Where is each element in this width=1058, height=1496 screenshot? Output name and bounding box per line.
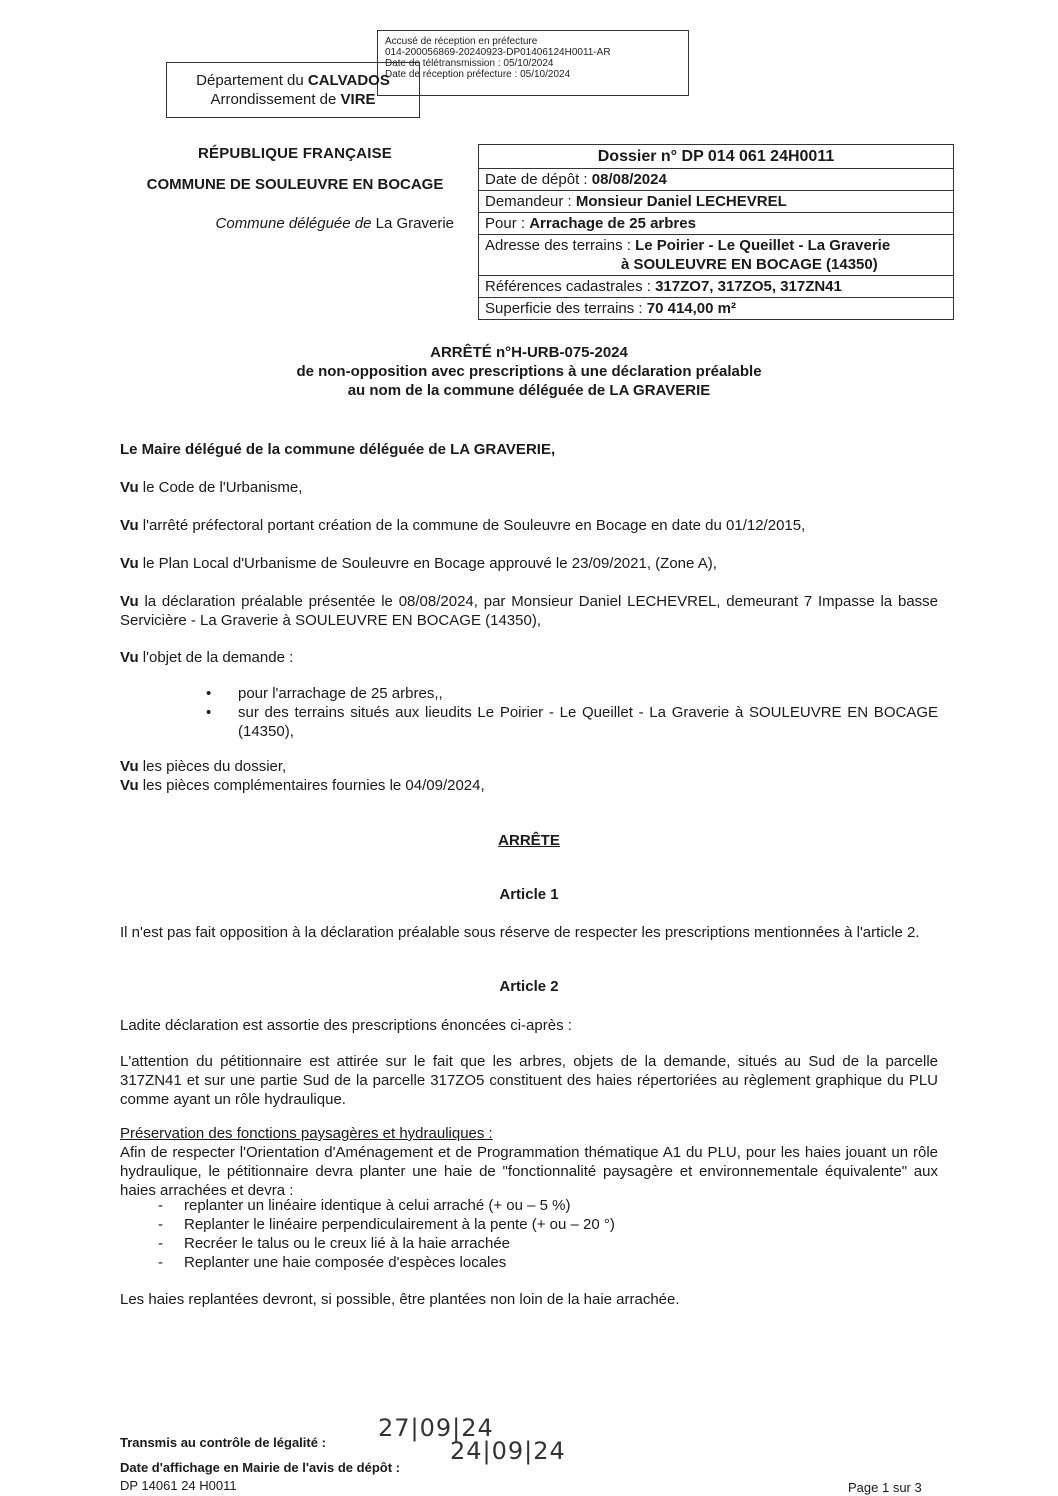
prescription-item — [120, 1196, 938, 1215]
vu-text: l'arrêté préfectoral portant création de la commune de Souleuvre en Bocage en date du 01/12/2015, — [138, 517, 806, 534]
dossier-pour — [479, 213, 953, 235]
preservation-text: Afin de respecter l'Orientation d'Aménagement et de Programmation thématique A1 du PLU, pour les haies jouant un rôle hydraulique, le pétitionnaire devra planter une haie de "fonctionnalité paysagère et environnementale équivalente" aux haies arrachées et devra : — [120, 1144, 938, 1199]
stamp-line: Date de réception préfecture : 05/10/2024 — [385, 69, 571, 80]
prescription-text: Replanter une haie composée d'espèces locales — [184, 1254, 507, 1271]
field-label: Date de dépôt : — [485, 171, 592, 188]
vu-objet — [120, 648, 938, 667]
vu-text: les pièces du dossier, — [138, 758, 287, 775]
article2-text: L'attention du pétitionnaire est attirée sur le fait que les arbres, objets de la demande, situés au Sud de la parcelle 317ZN41 et sur une partie Sud de la parcelle 317ZO5 constituent des haies répertoriées au règlement graphique du PLU comme ayant un rôle hydraulique. — [120, 1053, 938, 1108]
article2-heading: Article 2 — [499, 978, 559, 995]
department-box — [166, 62, 420, 118]
handwritten-affichage-date: 24|09|24 — [450, 1437, 566, 1465]
dossier-adresse — [479, 235, 953, 276]
field-value: Arrachage de 25 arbres — [529, 215, 696, 232]
vu-pieces — [120, 757, 938, 776]
vu-label: Vu — [120, 777, 139, 794]
article2-intro: Ladite déclaration est assortie des prescriptions énoncées ci-après : — [120, 1017, 572, 1034]
footer-reference: DP 14061 24 H0011 — [120, 1478, 237, 1493]
field-label: Références cadastrales : — [485, 278, 656, 295]
field-label: Pour : — [485, 215, 530, 232]
arrete-subtitle: de non-opposition avec prescriptions à une déclaration préalable — [296, 363, 762, 380]
vu-label: Vu — [120, 555, 139, 572]
vu-text: le Plan Local d'Urbanisme de Souleuvre en Bocage approuvé le 23/09/2021, (Zone A), — [138, 555, 717, 572]
stamp-line: Accusé de réception en préfecture — [385, 36, 538, 47]
bullet-item — [120, 703, 938, 741]
field-label: Demandeur : — [485, 193, 576, 210]
department-prefix: Département du — [196, 72, 308, 89]
vu-label: Vu — [120, 517, 139, 534]
dossier-depot-date — [479, 169, 953, 191]
arrondissement-line — [167, 90, 419, 109]
dash-icon: - — [158, 1197, 163, 1214]
transmis-line — [120, 1414, 494, 1451]
affichage-label: Date d'affichage en Mairie de l'avis de dépôt : — [120, 1460, 400, 1475]
republique-heading: RÉPUBLIQUE FRANÇAISE — [197, 145, 392, 162]
prefecture-receipt-stamp — [377, 30, 689, 96]
bullet-icon: • — [206, 704, 212, 721]
objet-bullets — [120, 684, 938, 741]
field-value: Le Poirier - Le Queillet - La Graverie — [635, 237, 891, 254]
department-line — [167, 71, 419, 90]
vu-text: l'objet de la demande : — [138, 649, 294, 666]
field-value: Monsieur Daniel LECHEVREL — [575, 193, 787, 210]
field-value: 317ZO7, 317ZO5, 317ZN41 — [655, 278, 842, 295]
closing-text: Les haies replantées devront, si possible, être plantées non loin de la haie arrachée. — [120, 1291, 680, 1308]
vu-label: Vu — [120, 593, 139, 610]
prescription-item — [120, 1215, 938, 1234]
stamp-line: 014-200056869-20240923-DP01406124H0011-AR — [385, 47, 611, 58]
maire-line: Le Maire délégué de la commune déléguée de LA GRAVERIE, — [120, 441, 556, 458]
department-name: CALVADOS — [307, 72, 390, 89]
prescription-text: replanter un linéaire identique à celui arraché (+ ou – 5 %) — [184, 1197, 571, 1214]
vu-pieces-complementaires — [120, 776, 938, 795]
vu-arrete-prefectoral — [120, 516, 938, 535]
dash-icon: - — [158, 1254, 163, 1271]
vu-declaration — [120, 592, 938, 630]
field-label: Superficie des terrains : — [485, 300, 647, 317]
bullet-text: pour l'arrachage de 25 arbres,, — [238, 685, 443, 702]
preservation-heading: Préservation des fonctions paysagères et hydrauliques : — [120, 1125, 493, 1142]
bullet-icon: • — [206, 685, 212, 702]
vu-plu — [120, 554, 938, 573]
arrete-number: ARRÊTÉ n°H-URB-075-2024 — [430, 344, 628, 361]
arrete-heading: ARRÊTE — [498, 832, 560, 849]
dash-icon: - — [158, 1216, 163, 1233]
dossier-number: Dossier n° DP 014 061 24H0011 — [479, 145, 953, 169]
vu-label: Vu — [120, 758, 139, 775]
arrete-title — [120, 343, 938, 400]
dash-icon: - — [158, 1235, 163, 1252]
stamp-line: Date de télétransmission : 05/10/2024 — [385, 58, 554, 69]
vu-label: Vu — [120, 479, 139, 496]
prescription-item — [120, 1253, 938, 1272]
deleguee-prefix: Commune déléguée de — [215, 215, 376, 232]
vu-text: les pièces complémentaires fournies le 04/09/2024, — [138, 777, 485, 794]
prescription-item — [120, 1234, 938, 1253]
article1-text: Il n'est pas fait opposition à la déclaration préalable sous réserve de respecter les prescriptions mentionnées à l'article 2. — [120, 924, 920, 941]
commune-heading: COMMUNE DE SOULEUVRE EN BOCAGE — [146, 176, 444, 193]
bullet-item — [120, 684, 938, 703]
vu-text: la déclaration préalable présentée le 08/08/2024, par Monsieur Daniel LECHEVREL, demeurant 7 Impasse la basse Servicière - La Graverie à SOULEUVRE EN BOCAGE (14350), — [120, 593, 938, 629]
arrondissement-name: VIRE — [340, 91, 376, 108]
dossier-superficie — [479, 298, 953, 319]
handwritten-transmis-date: 27|09|24 — [378, 1414, 494, 1442]
dossier-info-box — [478, 144, 954, 320]
vu-text: le Code de l'Urbanisme, — [138, 479, 303, 496]
field-value: 08/08/2024 — [591, 171, 667, 188]
arrete-subtitle: au nom de la commune déléguée de LA GRAVERIE — [347, 382, 711, 399]
page-number: Page 1 sur 3 — [848, 1480, 922, 1495]
prescription-text: Replanter le linéaire perpendiculairement à la pente (+ ou – 20 °) — [184, 1216, 615, 1233]
arrondissement-prefix: Arrondissement de — [210, 91, 341, 108]
field-value: à SOULEUVRE EN BOCAGE (14350) — [621, 256, 878, 273]
field-label: Adresse des terrains : — [485, 237, 636, 254]
dossier-references — [479, 276, 953, 298]
dossier-demandeur — [479, 191, 953, 213]
transmis-label: Transmis au contrôle de légalité : — [120, 1435, 326, 1450]
commune-deleguee — [136, 215, 454, 232]
prescription-list — [120, 1196, 938, 1272]
vu-code-urbanisme — [120, 478, 938, 497]
article1-heading: Article 1 — [499, 886, 559, 903]
prescription-text: Recréer le talus ou le creux lié à la haie arrachée — [184, 1235, 511, 1252]
vu-label: Vu — [120, 649, 139, 666]
deleguee-name: La Graverie — [375, 215, 454, 232]
bullet-text: sur des terrains situés aux lieudits Le Poirier - Le Queillet - La Graverie à SOULEUVRE EN BOCAGE (14350), — [238, 704, 938, 740]
field-value: 70 414,00 m² — [646, 300, 736, 317]
